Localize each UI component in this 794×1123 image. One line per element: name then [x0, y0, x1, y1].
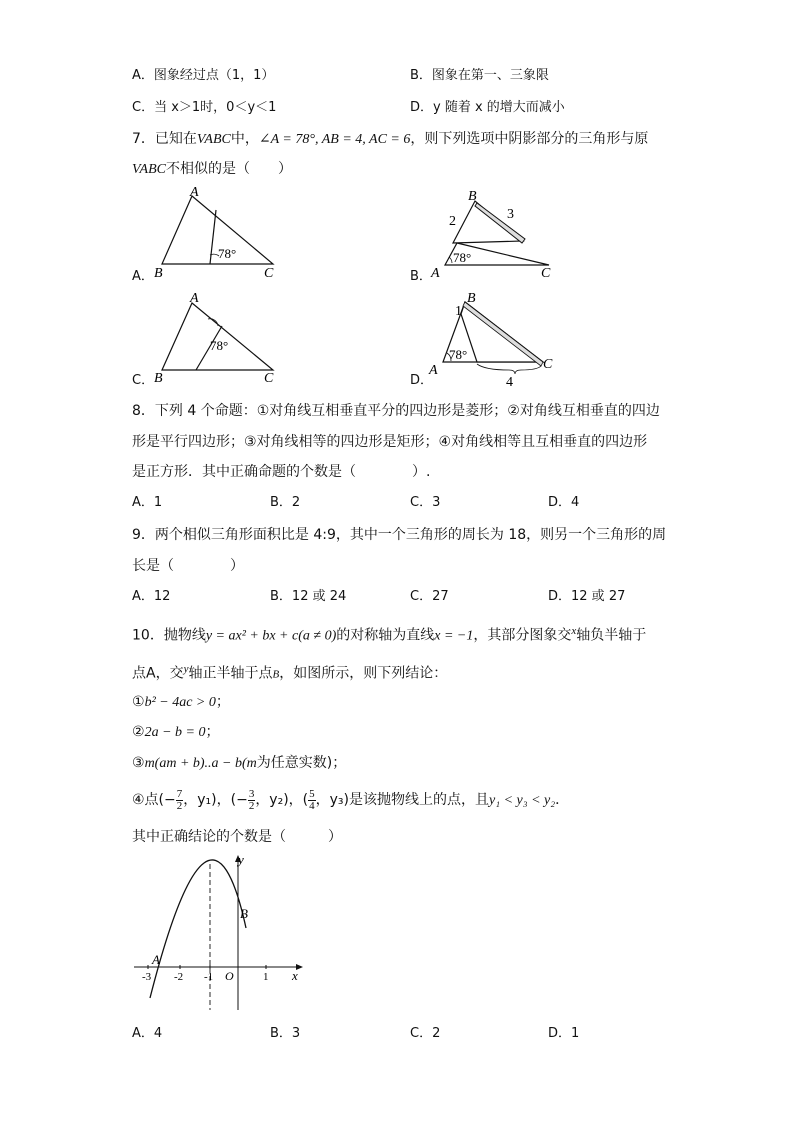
svg-text:B: B — [467, 291, 476, 306]
svg-text:A: A — [429, 363, 438, 378]
q10-option-a: A．4 — [132, 1026, 163, 1041]
svg-text:-2: -2 — [174, 971, 184, 983]
q7-figure-b — [425, 185, 560, 280]
q8-stem-line3: 是正方形．其中正确命题的个数是（ ）. — [132, 464, 431, 480]
svg-text:C: C — [264, 371, 274, 385]
q10-conclusion-3: ③m(am + b)..a − b(m为任意实数)； — [132, 755, 347, 771]
svg-text:78°: 78° — [210, 338, 229, 353]
svg-text:B: B — [468, 189, 477, 204]
svg-text:1: 1 — [455, 304, 462, 319]
q8-option-a: A．1 — [132, 495, 163, 510]
q8-option-b: B．2 — [270, 495, 301, 510]
q10-option-c: C．2 — [410, 1026, 441, 1041]
svg-text:78°: 78° — [218, 246, 237, 261]
svg-text:A: A — [431, 266, 440, 280]
q10-parabola-graph — [130, 848, 310, 1013]
q7-option-c-label: C． — [132, 373, 155, 388]
q10-option-d: D．1 — [548, 1026, 580, 1041]
q8-option-d: D．4 — [548, 495, 580, 510]
svg-text:2: 2 — [449, 214, 456, 229]
svg-text:A: A — [190, 185, 199, 200]
svg-text:C: C — [541, 266, 551, 280]
q7-figure-c — [150, 290, 285, 385]
q10-question-line: 其中正确结论的个数是（ ） — [132, 829, 342, 845]
q6-option-d: D．y 随着 x 的增大而减小 — [410, 100, 565, 115]
q10-conclusion-1: ①b² − 4ac > 0； — [132, 694, 230, 710]
q7-option-d-label: D． — [410, 373, 434, 388]
q8-stem-line2: 形是平行四边形；③对角线相等的四边形是矩形；④对角线相等且互相垂直的四边形 — [132, 434, 648, 450]
svg-text:C: C — [543, 357, 553, 372]
svg-text:-1: -1 — [204, 971, 214, 983]
svg-text:78°: 78° — [453, 250, 472, 265]
q6-option-c: C．当 x＞1时，0＜y＜1 — [132, 100, 277, 115]
q9-option-d: D．12 或 27 — [548, 589, 626, 604]
q9-stem-line2: 长是（ ） — [132, 558, 244, 574]
q7-figure-a — [150, 185, 285, 280]
svg-text:x: x — [292, 968, 298, 983]
svg-text:1: 1 — [263, 971, 269, 983]
q9-stem-line1: 9．两个相似三角形面积比是 4:9，其中一个三角形的周长为 18，则另一个三角形的周 — [132, 527, 667, 543]
q7-option-a-label: A． — [132, 269, 154, 284]
q10-stem-line1: 10．抛物线y = ax² + bx + c(a ≠ 0)的对称轴为直线x = −1，其部分图象交$^x$轴负半轴于 — [132, 625, 647, 644]
q9-option-c: C．27 — [410, 589, 449, 604]
q9-option-b: B．12 或 24 — [270, 589, 347, 604]
q10-option-b: B．3 — [270, 1026, 301, 1041]
q10-stem-line2: 点A，交$^y$轴正半轴于点B，如图所示，则下列结论： — [132, 663, 448, 682]
svg-text:B: B — [154, 266, 163, 280]
q9-option-a: A．12 — [132, 589, 171, 604]
svg-text:4: 4 — [506, 375, 513, 390]
q10-conclusion-4: ④点(− $\frac{7}{2}$ ，y₁)，(− $\frac{3}{2}$ ，y₂)，( $\frac{5}{4}$ ，y₃)是该抛物线上的点，且y₁ < y₃ < y₂． — [132, 787, 570, 812]
svg-text:B: B — [154, 371, 163, 385]
q6-option-a: A．图象经过点（1，1） — [132, 68, 275, 83]
svg-text:C: C — [264, 266, 274, 280]
q7-figure-d — [425, 290, 565, 390]
svg-text:A: A — [190, 291, 199, 306]
q7-stem-line1: 7．已知在VABC中，∠A = 78°, AB = 4, AC = 6，则下列选项中阴影部分的三角形与原 — [132, 131, 649, 147]
svg-text:78°: 78° — [449, 347, 468, 362]
svg-text:A: A — [152, 952, 160, 967]
svg-text:y: y — [238, 852, 244, 867]
q7-stem-line2: VABC不相似的是（ ） — [132, 161, 292, 177]
q7-option-b-label: B． — [410, 269, 432, 284]
q8-stem-line1: 8．下列 4 个命题：①对角线互相垂直平分的四边形是菱形；②对角线互相垂直的四边 — [132, 403, 660, 419]
q8-option-c: C．3 — [410, 495, 441, 510]
svg-text:3: 3 — [507, 207, 514, 222]
svg-text:O: O — [225, 969, 234, 983]
svg-text:-3: -3 — [142, 971, 152, 983]
q10-conclusion-2: ②2a − b = 0； — [132, 724, 220, 740]
svg-text:B: B — [240, 906, 248, 921]
q6-option-b: B．图象在第一、三象限 — [410, 68, 549, 83]
